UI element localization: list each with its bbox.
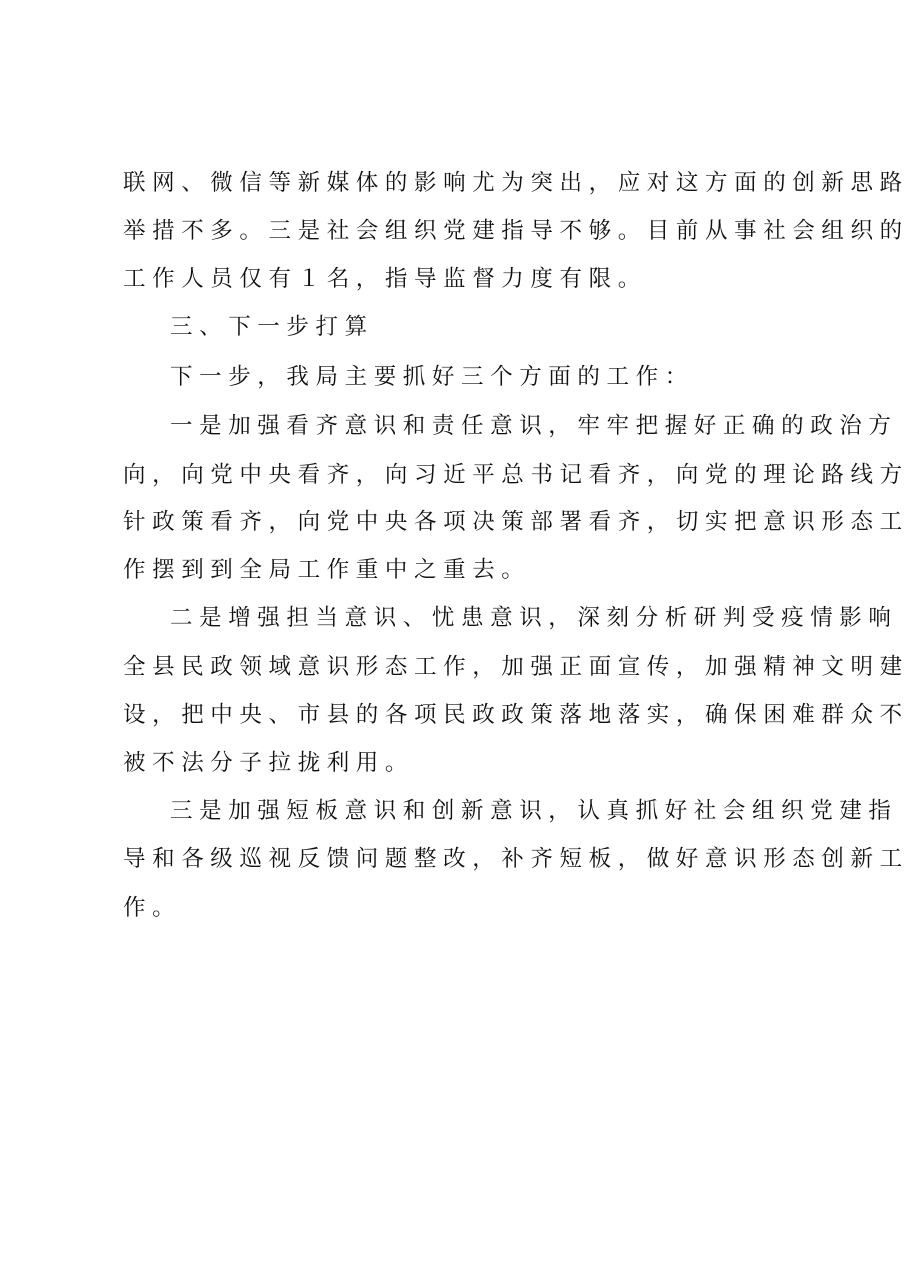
text-line: 二是增强担当意识、忧患意识，深刻分析研判受疫情影响 [170,605,898,631]
text-line: 导和各级巡视反馈问题整改，补齐短板，做好意识形态创新工 [123,846,909,872]
text-line: 向，向党中央看齐，向习近平总书记看齐，向党的理论路线方 [123,462,909,488]
text-line: 设，把中央、市县的各项民政政策落地落实，确保困难群众不 [123,702,909,728]
text-line: 全县民政领域意识形态工作，加强正面宣传，加强精神文明建 [123,654,909,680]
section-heading: 三、下一步打算 [170,314,374,340]
text-line: 工作人员仅有１名，指导监督力度有限。 [123,266,647,292]
text-line: 针政策看齐，向党中央各项决策部署看齐，切实把意识形态工 [123,509,909,535]
text-line: 作。 [123,895,182,921]
text-line: 三是加强短板意识和创新意识，认真抓好社会组织党建指 [170,798,898,824]
text-line: 被不法分子拉拢利用。 [123,750,415,776]
text-line: 一是加强看齐意识和责任意识，牢牢把握好正确的政治方 [170,413,898,439]
text-line: 联网、微信等新媒体的影响尤为突出，应对这方面的创新思路 [123,170,909,196]
text-line: 作摆到到全局工作重中之重去。 [123,557,531,583]
paragraph-intro: 下一步，我局主要抓好三个方面的工作： [170,364,694,390]
text-line: 举措不多。三是社会组织党建指导不够。目前从事社会组织的 [123,218,909,244]
